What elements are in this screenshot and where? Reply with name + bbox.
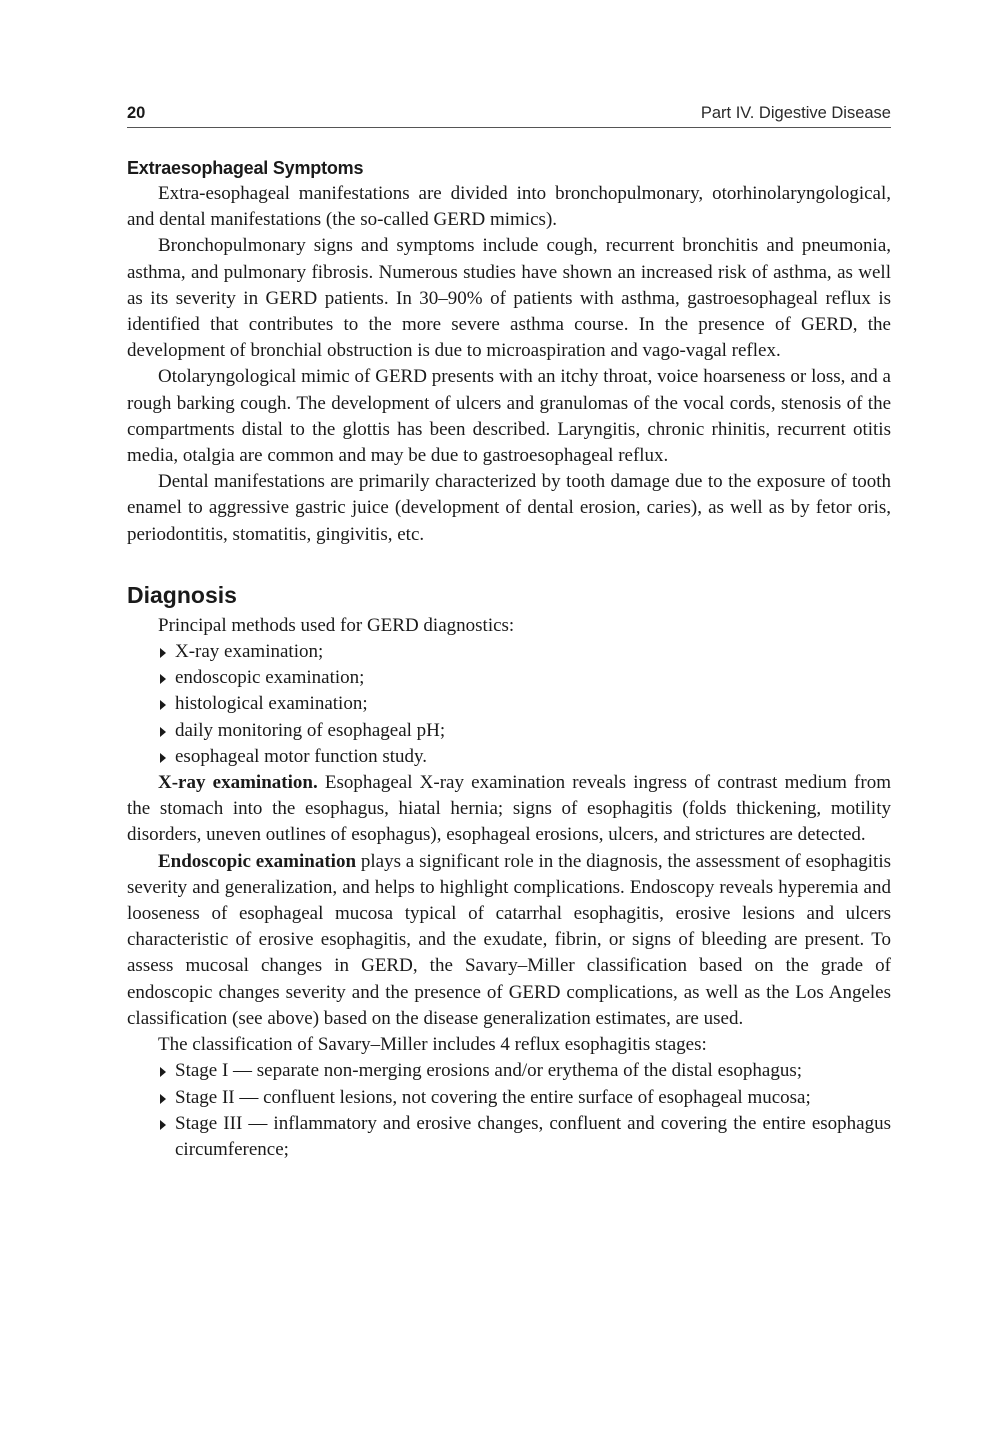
endoscopic-paragraph [127,849,891,1032]
list-item: esophageal motor function study. [175,744,891,770]
paragraph: Otolaryngological mimic of GERD presents with an itchy throat, voice hoarseness or loss, and a rough barking cough. The development of ulcers and granulomas of the vocal cords, stenosis of the compartments distal to the glottis has been described. Laryngitis, chronic rhinitis, recurrent otitis media, otalgia are common and may be due to gastroesophageal reflux. [127,366,891,467]
list-item: endoscopic examination; [175,665,891,691]
page-number: 20 [127,104,146,122]
paragraph: Dental manifestations are primarily characterized by tooth damage due to the exposure of tooth enamel to aggressive gastric juice (development of dental erosion, caries), as well as by fetor oris, periodontitis, stomatitis, gingivitis, etc. [127,471,891,545]
paragraph: Extra-esophageal manifestations are divided into bronchopulmonary, otorhinolaryngological, and dental manifestations (the so-called GERD mimics). [127,183,891,231]
diagnosis-intro: Principal methods used for GERD diagnostics: [158,614,515,636]
endoscopic-text: plays a significant role in the diagnosis, the assessment of esophagitis severity and generalization, and helps to highlight complications. Endoscopy reveals hyperemia and looseness of esophageal mucosa typical of catarrhal esophagitis, erosive lesions and ulcers characteristic of erosive esophagitis, and the exudate, fibrin, or signs of bleeding are present. To assess mucosal changes in GERD, the Savary–Miller classification based on the grade of endoscopic changes severity and the presence of GERD complications, as well as the Los Angeles classification (see above) based on the disease generalization estimates, are used. [127,850,891,1029]
list-item: Stage III — inflammatory and erosive changes, confluent and covering the entire esophagus circumference; [175,1111,891,1163]
xray-paragraph [127,770,891,849]
extraesophageal-heading: Extraesophageal Symptoms [127,158,364,178]
xray-lead: X-ray examination. [158,772,318,794]
list-item: histological examination; [175,691,891,717]
diagnosis-heading: Diagnosis [127,581,237,608]
list-item: X-ray examination; [175,639,891,665]
list-item: daily monitoring of esophageal pH; [175,718,891,744]
xray-text: Esophageal X-ray examination reveals ingress of contrast medium from the stomach into the esophagus, hiatal hernia; signs of esophagitis (folds thickening, motility disorders, uneven outlines of esophagus), esophageal erosions, ulcers, and strictures are detected. [127,772,891,846]
stages-list [127,1058,891,1163]
list-item: Stage II — confluent lesions, not covering the entire surface of esophageal mucosa; [175,1085,891,1111]
methods-list [127,639,891,770]
list-item: Stage I — separate non-merging erosions and/or erythema of the distal esophagus; [175,1058,891,1084]
endoscopic-lead: Endoscopic examination [158,850,357,872]
running-header [127,104,891,128]
savary-intro: The classification of Savary–Miller includes 4 reflux esophagitis stages: [158,1034,707,1056]
document-page [127,104,891,1163]
part-title: Part IV. Digestive Disease [700,104,891,122]
paragraph: Bronchopulmonary signs and symptoms include cough, recurrent bronchitis and pneumonia, asthma, and pulmonary fibrosis. Numerous studies have shown an increased risk of asthma, as well as its severity in GERD patients. In 30–90% of patients with asthma, gastroesophageal reflux is identified that contributes to the more severe asthma course. In the presence of GERD, the development of bronchial obstruction is due to microaspiration and vago-vagal reflex. [127,235,891,362]
